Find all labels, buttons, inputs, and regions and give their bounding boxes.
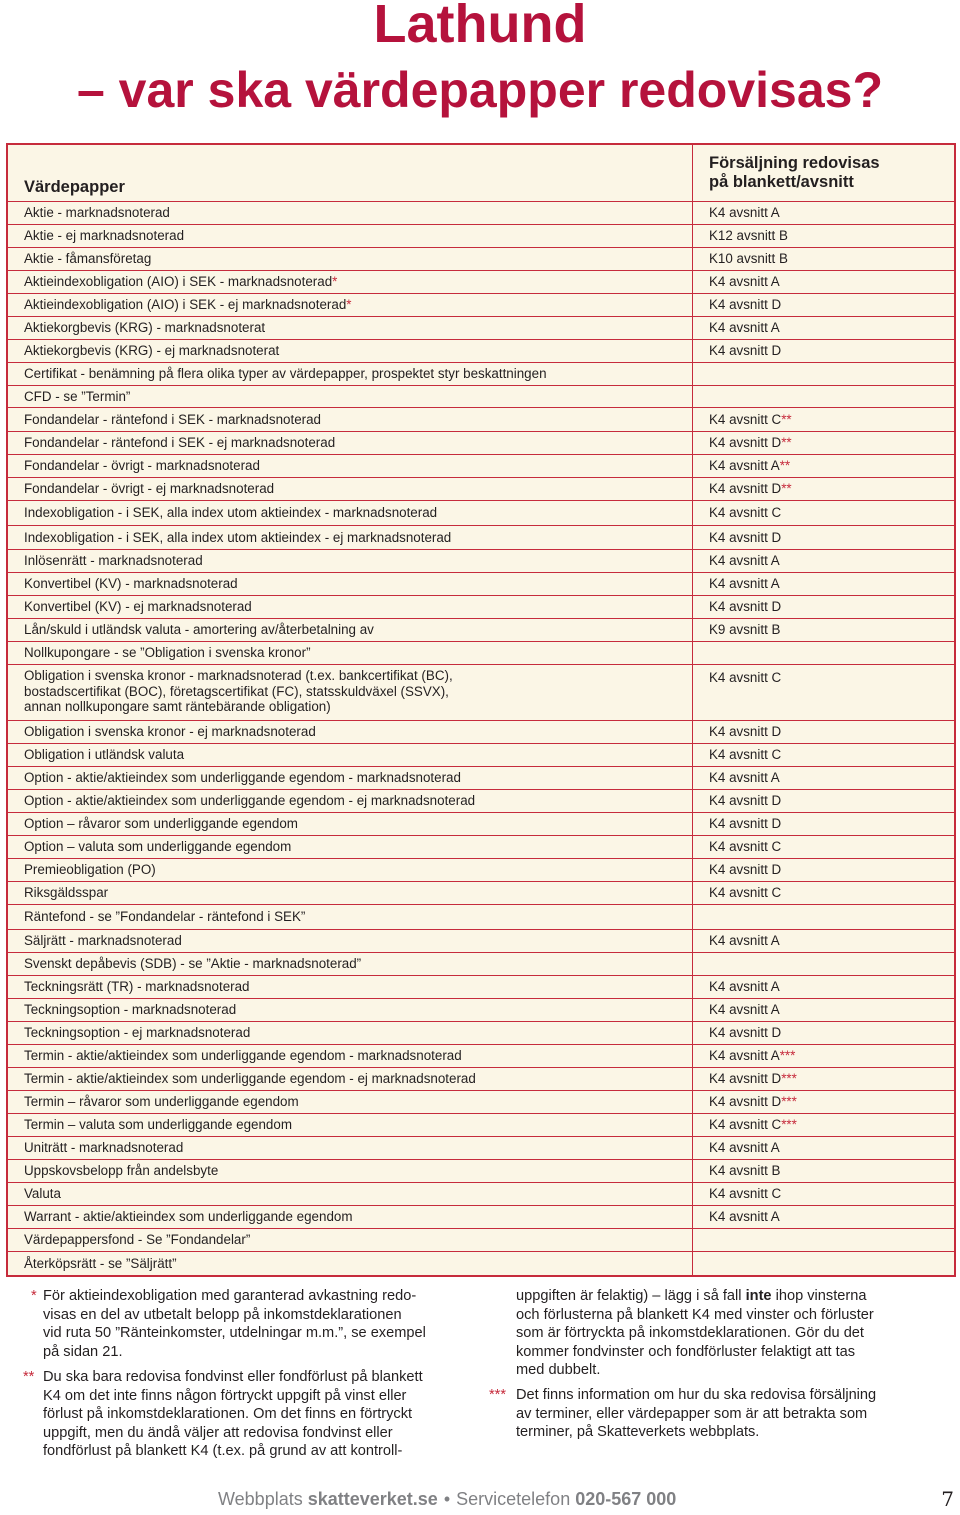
security-name: annan nollkupongare samt räntebärande obligation): [24, 699, 331, 714]
table-row: [8, 905, 954, 930]
securities-table: [6, 143, 956, 1277]
table-row: [8, 619, 954, 642]
table-row: [8, 526, 954, 550]
security-name-cell: [8, 596, 693, 618]
footnote-marker: ***: [781, 1094, 797, 1110]
reporting-section: K4 avsnitt C: [709, 885, 782, 901]
security-name-cell: [8, 317, 693, 339]
security-name-cell: [8, 573, 693, 595]
reporting-section-cell: [693, 455, 954, 477]
footnote-2-cont-text-a: uppgiften är felaktig) – lägg i så fall: [516, 1288, 746, 1304]
security-name-cell: [8, 619, 693, 641]
table-row: [8, 317, 954, 340]
footnote-3-symbol: ***: [489, 1387, 507, 1403]
footer-separator: •: [443, 1489, 451, 1509]
reporting-section-cell: [693, 619, 954, 641]
reporting-section-cell: [693, 478, 954, 500]
security-name: Obligation i svenska kronor - marknadsnoterad (t.ex. bankcertifikat (BC),: [24, 668, 453, 683]
table-row: [8, 882, 954, 905]
footnote-2-cont-first-line: [516, 1287, 926, 1306]
table-row: [8, 1183, 954, 1206]
reporting-section-cell: [693, 225, 954, 247]
security-name: Termin – valuta som underliggande egendom: [24, 1117, 292, 1133]
security-name-cell: [8, 363, 693, 385]
security-name-cell: [8, 386, 693, 407]
security-name: Option – råvaror som underliggande egendom: [24, 816, 298, 832]
reporting-section-cell: [693, 526, 954, 549]
table-row: [8, 1160, 954, 1183]
reporting-section: K4 avsnitt D: [709, 1071, 782, 1087]
footer-phone-number: 020-567 000: [575, 1489, 677, 1509]
reporting-section-cell: [693, 642, 954, 664]
table-row: [8, 501, 954, 526]
security-name: Aktie - ej marknadsnoterad: [24, 228, 185, 244]
table-row: [8, 408, 954, 432]
reporting-section: K4 avsnitt A: [709, 1209, 780, 1225]
footnote-2-symbol: **: [23, 1369, 35, 1385]
table-row: [8, 1114, 954, 1137]
security-name-cell: [8, 836, 693, 858]
table-row: [8, 1045, 954, 1068]
footnote-2: [23, 1368, 463, 1461]
reporting-section: K4 avsnitt A: [709, 1002, 780, 1018]
security-name-cell: [8, 1229, 693, 1251]
reporting-section-cell: [693, 1045, 954, 1067]
security-name: Fondandelar - övrigt - marknadsnoterad: [24, 458, 260, 474]
reporting-section: K4 avsnitt D: [709, 1094, 782, 1110]
reporting-section-cell: [693, 882, 954, 904]
reporting-section-cell: [693, 1229, 954, 1251]
footnote-3: [489, 1386, 926, 1442]
security-name-cell: [8, 526, 693, 549]
reporting-section: K4 avsnitt D: [709, 1025, 782, 1041]
security-name-cell: [8, 455, 693, 477]
reporting-section: K12 avsnitt B: [709, 228, 788, 244]
reporting-section-cell: [693, 976, 954, 998]
reporting-section-cell: [693, 1114, 954, 1136]
reporting-section: K4 avsnitt C: [709, 1186, 782, 1202]
table-body: [8, 202, 954, 1275]
reporting-section-cell: [693, 859, 954, 881]
footnote-2-cont-line: kommer fondvinster och fondförluster felaktigt att tas: [516, 1343, 856, 1360]
footnote-2-line: K4 om det inte finns någon förtryckt uppgift på vinst eller: [43, 1387, 407, 1404]
table-row: [8, 294, 954, 317]
reporting-section-cell: [693, 1022, 954, 1044]
reporting-section-cell: [693, 596, 954, 618]
security-name-cell: [8, 1045, 693, 1067]
reporting-section: K4 avsnitt C: [709, 839, 782, 855]
security-name: Uniträtt - marknadsnoterad: [24, 1140, 184, 1156]
reporting-section: K4 avsnitt A: [709, 553, 780, 569]
reporting-section: K4 avsnitt D: [709, 793, 782, 809]
table-row: [8, 271, 954, 294]
security-name: Obligation i svenska kronor - ej marknadsnoterad: [24, 724, 316, 740]
security-name: Warrant - aktie/aktieindex som underliggande egendom: [24, 1209, 353, 1225]
reporting-section: K9 avsnitt B: [709, 622, 781, 638]
footnote-2-line: uppgift, men du ändå väljer att redovisa fondvinst eller: [43, 1424, 393, 1441]
reporting-section: K4 avsnitt B: [709, 1163, 781, 1179]
security-name-cell: [8, 976, 693, 998]
table-row: [8, 999, 954, 1022]
security-name: Svenskt depåbevis (SDB) - se ”Aktie - marknadsnoterad”: [24, 956, 362, 972]
header-reporting: [693, 145, 954, 201]
security-name-cell: [8, 550, 693, 572]
footnote-marker: *: [332, 274, 338, 290]
footnote-3-line: av terminer, eller värdepapper som är att betrakta som: [516, 1405, 868, 1422]
security-name-cell: [8, 340, 693, 362]
reporting-section-cell: [693, 953, 954, 975]
reporting-section-cell: [693, 550, 954, 572]
reporting-section-cell: [693, 1183, 954, 1205]
header-reporting-line2: på blankett/avsnitt: [709, 173, 854, 191]
footnote-marker: ***: [781, 1071, 797, 1087]
reporting-section: K4 avsnitt D: [709, 724, 782, 740]
table-row: [8, 550, 954, 573]
reporting-section: K4 avsnitt D: [709, 529, 782, 545]
security-name: Fondandelar - övrigt - ej marknadsnoterad: [24, 481, 275, 497]
footnote-2-cont-line: som är förtryckta på inkomstdeklarationen. Gör du det: [516, 1325, 864, 1342]
reporting-section: K4 avsnitt A: [709, 770, 780, 786]
security-name-cell: [8, 790, 693, 812]
table-row: [8, 790, 954, 813]
footnote-marker: ***: [781, 1117, 797, 1133]
security-name-cell: [8, 1022, 693, 1044]
reporting-section-cell: [693, 408, 954, 431]
security-name: Option - aktie/aktieindex som underliggande egendom - marknadsnoterad: [24, 770, 461, 786]
header-reporting-line1: Försäljning redovisas: [709, 154, 880, 172]
reporting-section: K4 avsnitt A: [709, 274, 780, 290]
table-row: [8, 930, 954, 953]
reporting-section-cell: [693, 813, 954, 835]
reporting-section-cell: [693, 1091, 954, 1113]
security-name-cell: [8, 294, 693, 316]
security-name: Option – valuta som underliggande egendom: [24, 839, 292, 855]
reporting-section-cell: [693, 202, 954, 224]
security-name: Uppskovsbelopp från andelsbyte: [24, 1163, 219, 1179]
security-name: Obligation i utländsk valuta: [24, 747, 185, 763]
reporting-section: K4 avsnitt D: [709, 599, 782, 615]
reporting-section-cell: [693, 248, 954, 270]
footnote-1-symbol: *: [31, 1288, 37, 1304]
reporting-section-cell: [693, 1252, 954, 1275]
table-row: [8, 767, 954, 790]
reporting-section-cell: [693, 340, 954, 362]
reporting-section-cell: [693, 432, 954, 454]
table-row: [8, 1022, 954, 1045]
footnote-1-line: För aktieindexobligation med garanterad avkastning redo-: [43, 1288, 417, 1304]
footnote-2-cont-line: med dubbelt.: [516, 1362, 601, 1379]
reporting-section: K4 avsnitt A: [709, 1048, 780, 1064]
reporting-section: K4 avsnitt A: [709, 1140, 780, 1156]
reporting-section: K4 avsnitt C: [709, 747, 782, 763]
security-name-cell: [8, 432, 693, 454]
footnote-marker: ***: [779, 1048, 796, 1064]
table-row: [8, 813, 954, 836]
security-name-cell: [8, 859, 693, 881]
table-row: [8, 1137, 954, 1160]
reporting-section: K4 avsnitt C: [709, 505, 782, 521]
reporting-section: K4 avsnitt A: [709, 458, 780, 474]
security-name: Indexobligation - i SEK, alla index utom aktieindex - marknadsnoterad: [24, 505, 438, 521]
security-name: Teckningsrätt (TR) - marknadsnoterad: [24, 979, 250, 995]
security-name-cell: [8, 1160, 693, 1182]
security-name-cell: [8, 1252, 693, 1275]
security-name: Aktiekorgbevis (KRG) - ej marknadsnoterat: [24, 343, 280, 359]
reporting-section: K4 avsnitt C: [709, 411, 782, 427]
security-name: Valuta: [24, 1186, 61, 1202]
security-name-cell: [8, 1091, 693, 1113]
security-name-cell: [8, 882, 693, 904]
reporting-section-cell: [693, 271, 954, 293]
footnote-1-line: visas en del av utbetalt belopp på inkomstdeklarationen: [43, 1306, 402, 1323]
security-name: Termin - aktie/aktieindex som underliggande egendom - marknadsnoterad: [24, 1048, 462, 1064]
footnote-marker: **: [779, 458, 791, 474]
security-name: Termin - aktie/aktieindex som underliggande egendom - ej marknadsnoterad: [24, 1071, 476, 1087]
reporting-section: K4 avsnitt C: [709, 670, 782, 685]
security-name-cell: [8, 1068, 693, 1090]
table-row: [8, 432, 954, 455]
reporting-section-cell: [693, 1068, 954, 1090]
reporting-section-cell: [693, 501, 954, 525]
security-name: Riksgäldsspar: [24, 885, 109, 901]
page-subtitle: – var ska värdepapper redovisas?: [76, 62, 883, 118]
footnote-1-line: på sidan 21.: [43, 1343, 123, 1360]
reporting-section: K4 avsnitt D: [709, 297, 782, 313]
security-name-cell: [8, 1183, 693, 1205]
table-row: [8, 976, 954, 999]
security-name-cell: [8, 225, 693, 247]
table-row: [8, 1091, 954, 1114]
table-row: [8, 1252, 954, 1275]
security-name: Värdepappersfond - Se ”Fondandelar”: [24, 1232, 251, 1248]
security-name-cell: [8, 721, 693, 743]
security-name: Aktie - fåmansföretag: [24, 251, 152, 267]
footer-phone-label: Servicetelefon: [456, 1489, 576, 1509]
security-name-cell: [8, 767, 693, 789]
footnote-2-cont-bold: inte: [745, 1288, 772, 1304]
footer-contact: [218, 1489, 676, 1510]
security-name: Aktieindexobligation (AIO) i SEK - ej marknadsnoterad: [24, 297, 347, 313]
security-name: Konvertibel (KV) - ej marknadsnoterad: [24, 599, 252, 615]
security-name: Option - aktie/aktieindex som underliggande egendom - ej marknadsnoterad: [24, 793, 476, 809]
table-row: [8, 202, 954, 225]
header-securities: [8, 145, 693, 201]
security-name-cell: [8, 408, 693, 431]
reporting-section-cell: [693, 1206, 954, 1228]
footnote-marker: **: [781, 435, 792, 451]
footnote-1-line: vid ruta 50 ”Ränteinkomster, utdelningar m.m.”, se exempel: [43, 1325, 426, 1342]
table-row: [8, 573, 954, 596]
table-row: [8, 248, 954, 271]
security-name: Lån/skuld i utländsk valuta - amortering av/återbetalning av: [24, 622, 374, 638]
table-row: [8, 225, 954, 248]
table-row: [8, 859, 954, 882]
reporting-section-cell: [693, 317, 954, 339]
security-name: Indexobligation - i SEK, alla index utom aktieindex - ej marknadsnoterad: [24, 529, 452, 545]
reporting-section: K4 avsnitt A: [709, 933, 780, 949]
footnote-marker: *: [346, 297, 352, 313]
footer-web-label: Webbplats: [218, 1489, 308, 1509]
security-name-cell: [8, 642, 693, 664]
security-name-cell: [8, 930, 693, 952]
security-name-cell: [8, 813, 693, 835]
security-name: Återköpsrätt - se ”Säljrätt”: [24, 1255, 177, 1271]
table-row: [8, 721, 954, 744]
security-name: Fondandelar - räntefond i SEK - marknadsnoterad: [24, 411, 321, 427]
reporting-section: K4 avsnitt D: [709, 343, 782, 359]
security-name: Inlösenrätt - marknadsnoterad: [24, 553, 203, 569]
footnote-3-line: terminer, på Skatteverkets webbplats.: [516, 1424, 760, 1441]
page-footer: [0, 1489, 960, 1513]
security-name: Nollkupongare - se ”Obligation i svenska kronor”: [24, 645, 311, 661]
security-name: CFD - se ”Termin”: [24, 388, 131, 404]
reporting-section-cell: [693, 767, 954, 789]
reporting-section-cell: [693, 930, 954, 952]
security-name: Aktieindexobligation (AIO) i SEK - marknadsnoterad: [24, 274, 333, 290]
reporting-section: K4 avsnitt A: [709, 205, 780, 221]
table-row: [8, 1229, 954, 1252]
table-row: [8, 1206, 954, 1229]
table-header-row: [8, 145, 954, 202]
security-name: Räntefond - se ”Fondandelar - räntefond i SEK”: [24, 909, 306, 925]
reporting-section: K4 avsnitt A: [709, 979, 780, 995]
reporting-section-cell: [693, 905, 954, 929]
security-name: Aktie - marknadsnoterad: [24, 205, 170, 221]
security-name: Teckningsoption - ej marknadsnoterad: [24, 1025, 251, 1041]
security-name-cell: [8, 202, 693, 224]
table-row: [8, 363, 954, 386]
table-row: [8, 953, 954, 976]
footnote-marker: **: [781, 481, 792, 497]
reporting-section-cell: [693, 721, 954, 743]
security-name-cell: [8, 1137, 693, 1159]
security-name: Termin – råvaror som underliggande egendom: [24, 1094, 299, 1110]
footnote-3-line: Det finns information om hur du ska redovisa försäljning: [516, 1387, 877, 1403]
footnote-2-line: fondförlust på blankett K4 (t.ex. på grund av att kontroll-: [43, 1443, 403, 1460]
page-number: 7: [941, 1487, 954, 1511]
table-row: [8, 836, 954, 859]
table-row: [8, 596, 954, 619]
footnote-1: [31, 1287, 463, 1361]
reporting-section: K4 avsnitt D: [709, 816, 782, 832]
reporting-section: K4 avsnitt C: [709, 1117, 782, 1133]
security-name: Konvertibel (KV) - marknadsnoterad: [24, 576, 238, 592]
security-name-cell: [8, 1206, 693, 1228]
reporting-section-cell: [693, 665, 954, 720]
security-name: bostadscertifikat (BOC), företagscertifikat (FC), statsskuldväxel (SSVX),: [24, 683, 449, 699]
table-row: [8, 744, 954, 767]
security-name: Teckningsoption - marknadsnoterad: [24, 1002, 237, 1018]
security-name-cell: [8, 953, 693, 975]
security-name-cell: [8, 999, 693, 1021]
page-title: Lathund: [373, 0, 587, 54]
reporting-section-cell: [693, 790, 954, 812]
table-row: [8, 386, 954, 408]
security-name-cell: [8, 501, 693, 525]
security-name: Aktiekorgbevis (KRG) - marknadsnoterat: [24, 320, 266, 336]
footnote-2-line: Du ska bara redovisa fondvinst eller fondförlust på blankett: [43, 1369, 423, 1385]
table-row: [8, 455, 954, 478]
reporting-section-cell: [693, 836, 954, 858]
reporting-section: K4 avsnitt D: [709, 435, 782, 451]
security-name-cell: [8, 744, 693, 766]
reporting-section: K10 avsnitt B: [709, 251, 788, 267]
security-name-cell: [8, 248, 693, 270]
table-row: [8, 665, 954, 721]
table-row: [8, 340, 954, 363]
reporting-section-cell: [693, 573, 954, 595]
footnote-marker: **: [781, 411, 792, 427]
footnote-2-line: förlust på inkomstdeklarationen. Om det finns en förtryckt: [43, 1406, 413, 1423]
security-name: Certifikat - benämning på flera olika typer av värdepapper, prospektet styr beskattningen: [24, 366, 547, 382]
reporting-section: K4 avsnitt A: [709, 320, 780, 336]
table-row: [8, 1068, 954, 1091]
security-name-cell: [8, 665, 693, 720]
reporting-section-cell: [693, 744, 954, 766]
security-name: Säljrätt - marknadsnoterad: [24, 933, 182, 949]
security-name-cell: [8, 478, 693, 500]
header-securities-label: Värdepapper: [24, 178, 125, 196]
footnote-2-cont-line: och förlusterna på blankett K4 med vinster och förluster: [516, 1306, 874, 1323]
reporting-section-cell: [693, 294, 954, 316]
security-name-cell: [8, 271, 693, 293]
footnote-2-continued: [516, 1287, 926, 1380]
security-name: Premieobligation (PO): [24, 862, 156, 878]
security-name-cell: [8, 1114, 693, 1136]
footer-web-link[interactable]: skatteverket.se: [307, 1489, 438, 1509]
table-row: [8, 642, 954, 665]
reporting-section-cell: [693, 1160, 954, 1182]
table-row: [8, 478, 954, 501]
reporting-section-cell: [693, 1137, 954, 1159]
reporting-section-cell: [693, 999, 954, 1021]
reporting-section-cell: [693, 363, 954, 385]
reporting-section: K4 avsnitt D: [709, 481, 782, 497]
reporting-section-cell: [693, 386, 954, 407]
footnote-2-cont-text-b: ihop vinsterna: [771, 1288, 867, 1304]
security-name-cell: [8, 905, 693, 929]
security-name: Fondandelar - räntefond i SEK - ej marknadsnoterad: [24, 435, 336, 451]
reporting-section: K4 avsnitt D: [709, 862, 782, 878]
reporting-section: K4 avsnitt A: [709, 576, 780, 592]
